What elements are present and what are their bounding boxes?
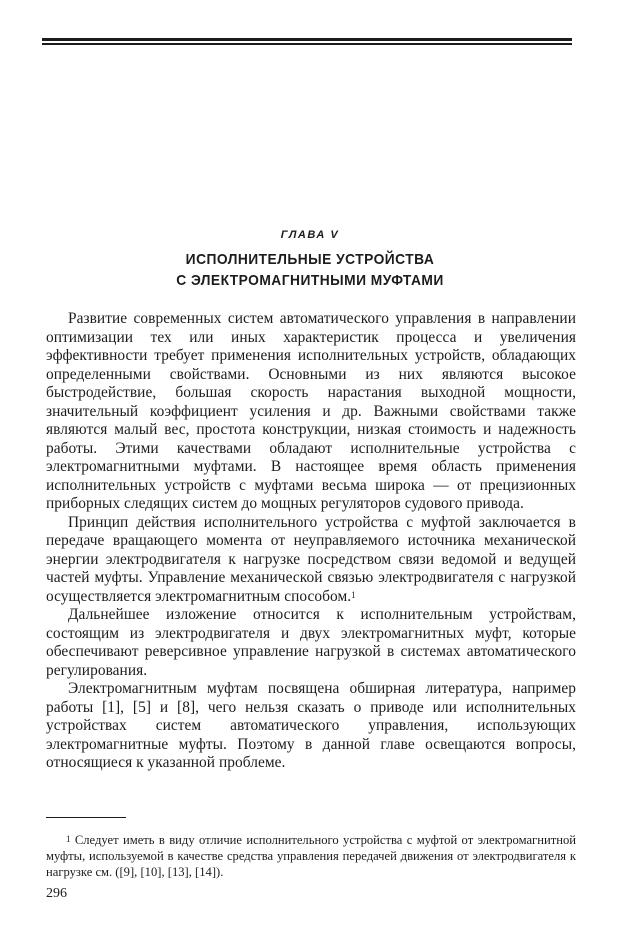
top-rule bbox=[42, 38, 572, 41]
footnote bbox=[46, 832, 576, 880]
footnote-marker: 1 bbox=[66, 834, 71, 844]
paragraph-4: Электромагнитным муфтам посвящена обширная литература, например работы [1], [5] и [8], чего нельзя сказать о приводе или исполнительных устройствах систем автоматического управления, использующих электромагнитные муфты. Поэтому в данной главе освещаются вопросы, относящиеся к указанной проблеме. bbox=[46, 680, 576, 771]
page-number: 296 bbox=[46, 886, 67, 901]
chapter-title bbox=[25, 249, 595, 291]
chapter-title-line-1: ИСПОЛНИТЕЛЬНЫЕ УСТРОЙСТВА bbox=[185, 251, 435, 268]
paragraph-2-text: Принцип действия исполнительного устройства с муфтой заключается в передаче вращающего момента от неуправляемого источника механической энергии электродвигателя к нагрузке посредством связи ведомой и ведущей частей муфты. Управление механической связью электродвигателя с нагрузкой осуществляется электромагнитным способом. bbox=[46, 513, 576, 605]
chapter-title-line-2: С ЭЛЕКТРОМАГНИТНЫМИ МУФТАМИ bbox=[176, 272, 444, 289]
chapter-label: ГЛАВА V bbox=[280, 229, 340, 241]
footnote-separator bbox=[46, 817, 126, 818]
body-text bbox=[46, 310, 576, 773]
footnote-text: Следует иметь в виду отличие исполнительного устройства с муфтой от электромагнитной муфты, используемой в качестве средства управления передачей движения от электродвигателя к нагрузке см. ([9], [10], [13], [14]). bbox=[46, 833, 576, 879]
paragraph-2 bbox=[46, 514, 576, 607]
paragraph-1: Развитие современных систем автоматического управления в направлении оптимизации тех или иных характеристик процесса и увеличения эффективности требует применения исполнительных устройств, обладающих определенными свойствами. Основными из них являются высокое быстродействие, большая скорость нарастания выходной мощности, значительный коэффициент усиления и др. Важными свойствами также являются малый вес, простота конструкции, низкая стоимость и надежность работы. Этими качествами обладают исполнительные устройства с электромагнитными муфтами. В настоящее время область применения исполнительных устройств с муфтами весьма широка — от прецизионных приборных следящих систем до мощных регуляторов судового привода. bbox=[46, 310, 576, 512]
footnote-reference[interactable]: 1 bbox=[351, 589, 356, 600]
paragraph-3: Дальнейшее изложение относится к исполнительным устройствам, состоящим из электродвигателя и двух электромагнитных муфт, которые обеспечивают реверсивное управление нагрузкой в системах автоматического регулирования. bbox=[46, 606, 576, 679]
top-rule-thin bbox=[42, 43, 572, 45]
